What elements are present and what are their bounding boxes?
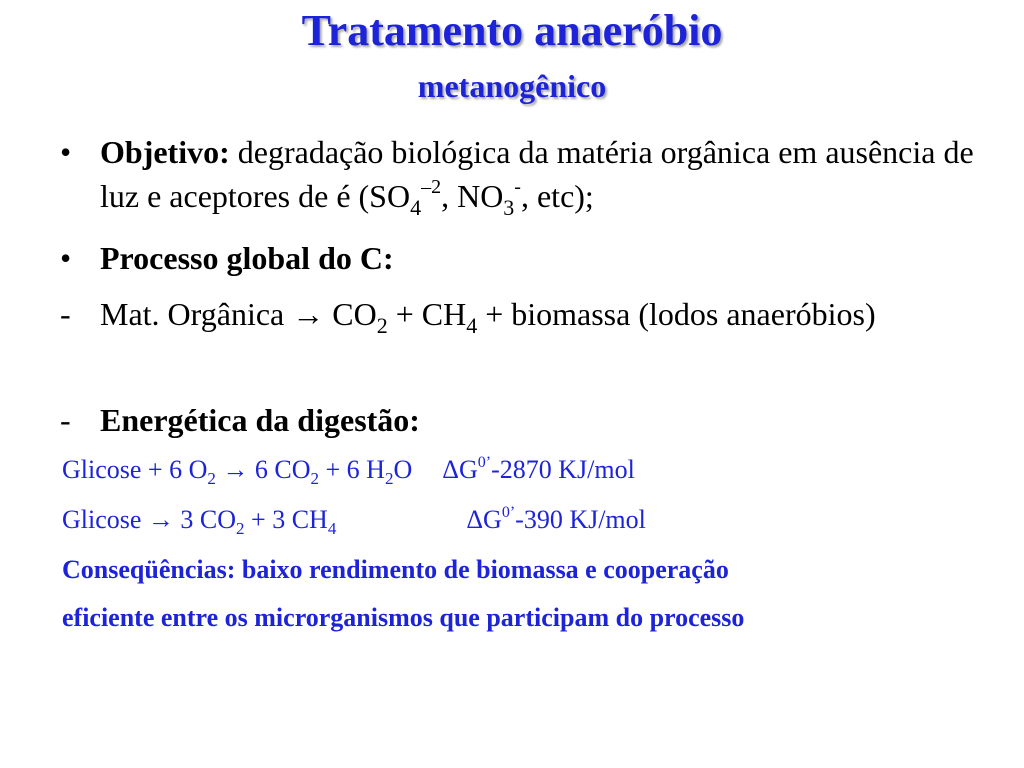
mat-text [100, 292, 980, 340]
bullet-processo [60, 236, 980, 280]
eq2-value: -390 KJ/mol [515, 505, 646, 534]
objetivo-label: Objetivo: [100, 134, 230, 170]
dash-marker: - [60, 402, 71, 438]
dash-marker: - [60, 296, 71, 332]
eq2-delta-g: ΔG [466, 505, 502, 534]
energetica-text: Energética da digestão: [100, 402, 420, 438]
eq2-part: + 3 CH [244, 505, 328, 534]
mat-text-3: + biomassa (lodos anaeróbios) [477, 296, 876, 332]
objetivo-text-1: degradação biológica da matéria orgânica em ausência de luz e aceptores de é (SO [100, 134, 974, 214]
mat-text-2: + CH [387, 296, 467, 332]
objetivo-text-2: , NO [441, 178, 504, 214]
consequencias-line-1: Conseqüências: baixo rendimento de biomassa e cooperação [62, 555, 729, 584]
bullet-objetivo [60, 130, 980, 223]
eq1-delta-g: ΔG [442, 455, 478, 484]
eq1-sup: 0’ [477, 454, 492, 471]
co2-subscript: 2 [376, 313, 388, 338]
mat-text-1: Mat. Orgânica → CO [100, 296, 377, 332]
ch4-subscript: 4 [466, 313, 478, 338]
eq2-sub: 2 [236, 519, 245, 538]
slide-subtitle: metanogênico [417, 68, 607, 104]
so4-superscript: –2 [421, 176, 442, 198]
equation-glicose-metanogenese [62, 503, 646, 541]
processo-text: Processo global do C: [100, 240, 394, 276]
eq1-value: -2870 KJ/mol [491, 455, 635, 484]
slide-title: Tratamento anaeróbio [301, 6, 723, 55]
no3-superscript: - [514, 176, 521, 198]
eq1-sub: 2 [384, 469, 394, 488]
eq1-part: → 6 CO [215, 455, 311, 484]
dash-materia-organica [60, 292, 980, 340]
no3-subscript: 3 [503, 195, 515, 220]
eq1-part: + 6 H [319, 455, 385, 484]
dash-energetica [60, 398, 980, 442]
consequencias-line-2: eficiente entre os microrganismos que participam do processo [62, 603, 745, 632]
eq2-sup: 0’ [501, 504, 516, 521]
bullet-marker: • [60, 134, 72, 170]
so4-subscript: 4 [410, 195, 422, 220]
eq1-part: Glicose + 6 O [62, 455, 208, 484]
eq1-part: O [393, 455, 413, 484]
eq2-sub: 4 [327, 519, 337, 538]
eq1-sub: 2 [310, 469, 319, 488]
eq2-part: Glicose → 3 CO [62, 505, 237, 534]
eq1-sub: 2 [207, 469, 216, 488]
objetivo-text [100, 130, 980, 223]
equation-glicose-oxidacao [62, 453, 635, 491]
objetivo-text-3: , etc); [520, 178, 594, 214]
bullet-marker: • [60, 240, 72, 276]
